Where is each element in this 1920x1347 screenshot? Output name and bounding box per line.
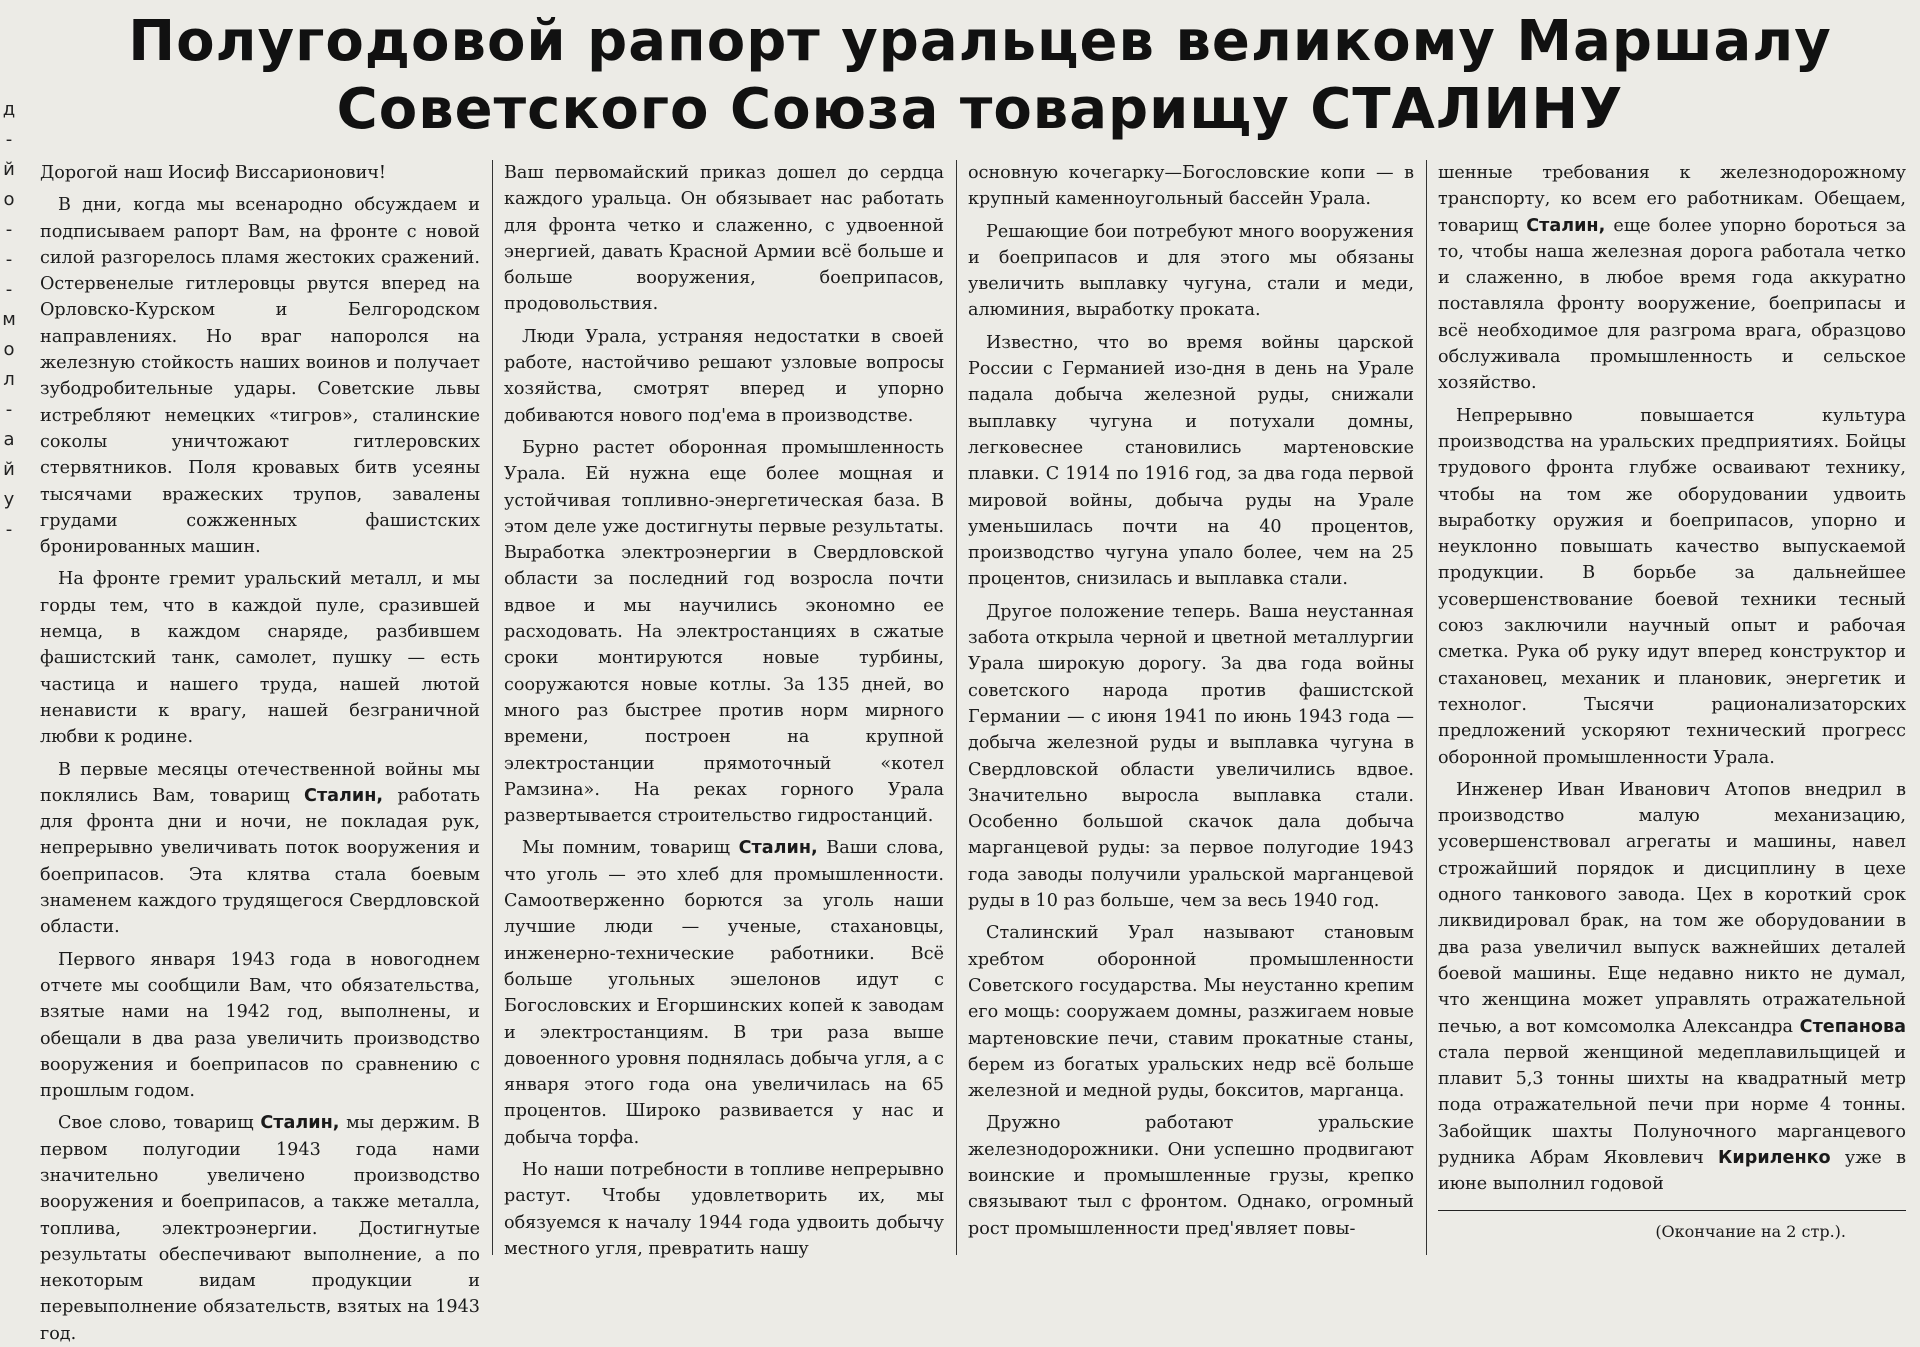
strip-char: - xyxy=(5,219,13,240)
article-paragraph: Дорогой наш Иосиф Виссарионович! xyxy=(40,163,387,183)
article-paragraph: Решающие бои потребуют много вооружения и боеприпасов и для этого мы обязаны увеличить выплавку чугуна, стали и меди, алюминия, выработку проката. xyxy=(968,221,1414,321)
article-paragraph: В дни, когда мы всенародно обсуждаем и подписываем рапорт Вам, на фронте с новой силой разгорелось пламя жестоких сражений. Остервенелые гитлеровцы рвутся вперед на Орловско-Курском и Белгородском направлениях. Но враг напоролся на железную стойкость наших воинов и получает зубодробительные удары. Советские львы истребляют немецких «тигров», сталинские соколы уничтожают гитлеровских стервятников. Поля кровавых битв усеяны тысячами вражеских трупов, завалены грудами сожженных фашистских бронированных машин. xyxy=(40,195,480,558)
article-paragraph: Дружно работают уральские железнодорожники. Они успешно продвигают воинские и промышленные грузы, крепко связывают тыл с фронтом. Однако, огромный рост промышленности пред'являет повы- xyxy=(968,1113,1414,1239)
article-paragraph: Сталинский Урал называют становым хребтом оборонной промышленности Советского государства. Мы неустанно крепим его мощь: сооружаем домны, разжигаем новые мартеновские печи, ставим прокатные станы, берем из богатых уральских недр всё больше железной и медной руды, бокситов, марганца. xyxy=(968,923,1414,1102)
column-rule xyxy=(1426,160,1427,1255)
strip-char: - xyxy=(5,399,13,420)
article-paragraph: На фронте гремит уральский металл, и мы горды тем, что в каждой пуле, сразившей немца, в каждом снаряде, разбившем фашистский танк, самолет, пушку — есть частица и нашего труда, нашей лютой ненависти к врагу, нашей безграничной любви к родине. xyxy=(40,569,480,748)
article-paragraph: Люди Урала, устраняя недостатки в своей работе, настойчиво решают узловые вопросы хозяйства, смотрят вперед и упорно добиваются нового под'ема в производстве. xyxy=(504,326,944,426)
article-paragraph: Но наши потребности в топливе непрерывно растут. Чтобы удовлетворить их, мы обязуемся к началу 1944 года удвоить добычу местного угля, превратить нашу xyxy=(504,1159,944,1259)
article-paragraph: Свое слово, товарищ Сталин, мы держим. В первом полугодии 1943 года нами значительно увеличено производство вооружения и боеприпасов, а также металла, топлива, электроэнергии. Достигнутые результаты обеспечивают выполнение, а по некоторым видам продукции и перевыполнение обязательств, взятых на 1943 год. xyxy=(40,1113,480,1344)
strip-char: й xyxy=(3,159,15,180)
strip-char: л xyxy=(3,369,15,390)
article-paragraph: Бурно растет оборонная промышленность Урала. Ей нужна еще более мощная и устойчивая топливно-энергетическая база. В этом деле уже достигнуты первые результаты. Выработка электроэнергии в Свердловской области за последний год возросла почти вдвое и мы научились экономно ее расходовать. На электростанциях в сжатые сроки монтируются новые турбины, сооружаются новые котлы. За 135 дней, во много раз быстрее против норм мирного времени, построен на крупной электростанции прямоточный «котел Рамзина». На реках горного Урала развертывается строительство гидростанций. xyxy=(504,437,944,827)
column-4 xyxy=(1438,160,1906,1270)
strip-char: о xyxy=(3,189,15,210)
article-paragraph: шенные требования к железнодорожному транспорту, ко всем его работникам. Обещаем, товарищ Сталин, еще более упорно бороться за то, чтобы наша железная дорога работала четко и слаженно, в любое время года аккуратно поставляла фронту вооружение, боеприпасы и всё необходимое для разгрома врага, образцово обслуживала промышленность и сельское хозяйство. xyxy=(1438,163,1906,394)
article-paragraph: Инженер Иван Иванович Атопов внедрил в производство малую механизацию, усовершенствовал агрегаты и машины, навел строжайший порядок и дисциплину в цехе одного танкового завода. Цех в короткий срок ликвидировал брак, на том же оборудовании в два раза увеличил выпуск важнейших деталей боевой машины. Еще недавно никто не думал, что женщина может управлять отражательной печью, а вот комсомолка Александра Степанова стала первой женщиной медеплавильщицей и плавит 5,3 тонны шихты на квадратный метр пода отражательной печи при норме 4 тонны. Забойщик шахты Полуночного марганцевого рудника Абрам Яковлевич Кириленко уже в июне выполнил годовой xyxy=(1438,779,1906,1195)
strip-char: а xyxy=(3,429,15,450)
column-rule xyxy=(956,160,957,1255)
headline-line-2: Советского Союза товарищу СТАЛИНУ xyxy=(336,77,1624,142)
strip-char: - xyxy=(5,519,13,540)
strip-char: й xyxy=(3,459,15,480)
column-2 xyxy=(504,160,944,1270)
strip-char: - xyxy=(5,249,13,270)
left-margin-strip xyxy=(0,95,18,1275)
strip-char: м xyxy=(2,309,16,330)
article-paragraph: Ваш первомайский приказ дошел до сердца каждого уральца. Он обязывает нас работать для фронта четко и слаженно, с удвоенной энергией, давать Красной Армии всё больше и больше вооружения, боеприпасов, продовольствия. xyxy=(504,163,944,315)
article-paragraph: Непрерывно повышается культура производства на уральских предприятиях. Бойцы трудового фронта глубже осваивают технику, чтобы на том же оборудовании удвоить выработку оружия и боеприпасов, упорно и неуклонно повышать качество выпускаемой продукции. В борьбе за дальнейшее усовершенствование боевой техники тесный союз заключили научный опыт и рабочая сметка. Рука об руку идут вперед конструктор и стахановец, механик и плановик, энергетик и технолог. Тысячи рационализаторских предложений ускоряют технический прогресс оборонной промышленности Урала. xyxy=(1438,405,1906,768)
strip-char: у xyxy=(3,489,15,510)
article-columns xyxy=(40,160,1915,1344)
headline xyxy=(40,8,1920,144)
continuation-note: (Окончание на 2 стр.). xyxy=(1655,1221,1846,1241)
article-paragraph: В первые месяцы отечественной войны мы поклялись Вам, товарищ Сталин, работать для фронта дни и ночи, не покладая рук, непрерывно увеличивать поток вооружения и боеприпасов. Эта клятва стала боевым знаменем каждого трудящегося Свердловской области. xyxy=(40,759,480,938)
column-3 xyxy=(968,160,1414,1270)
strip-char: о xyxy=(3,339,15,360)
strip-char: д xyxy=(2,99,16,120)
strip-char: - xyxy=(5,129,13,150)
article-paragraph: основную кочегарку—Богословские копи — в крупный каменноугольный бассейн Урала. xyxy=(968,163,1414,210)
column-rule xyxy=(492,160,493,1255)
article-paragraph: Первого января 1943 года в новогоднем отчете мы сообщили Вам, что обязательства, взятые нами на 1942 год, выполнены, и обещали в два раза увеличить производство вооружения и боеприпасов по сравнению с прошлым годом. xyxy=(40,949,480,1102)
headline-line-1: Полугодовой рапорт уральцев великому Маршалу xyxy=(128,9,1832,74)
strip-char: - xyxy=(5,279,13,300)
article-paragraph: Другое положение теперь. Ваша неустанная забота открыла черной и цветной металлургии Урала широкую дорогу. За два года войны советского народа против фашистской Германии — с июня 1941 по июнь 1943 года — добыча железной руды и выплавка чугуна в Свердловской области увеличились вдвое. Значительно выросла выплавка стали. Особенно большой скачок дала добыча марганцевой руды: за первое полугодие 1943 года заводы получили уральской марганцевой руды в 10 раз больше, чем за весь 1940 год. xyxy=(968,601,1414,912)
ending-rule xyxy=(1438,1210,1906,1211)
column-1 xyxy=(40,160,480,1344)
article-paragraph: Известно, что во время войны царской России с Германией изо-дня в день на Урале падала добыча железной руды, снижали выплавку чугуна и потухали домны, легковеснее становились мартеновские плавки. С 1914 по 1916 год, за два года первой мировой войны, добыча руды на Урале уменьшилась почти на 40 процентов, производство чугуна упало более, чем на 25 процентов, снизилась и выплавка стали. xyxy=(968,332,1414,590)
article-paragraph: Мы помним, товарищ Сталин, Ваши слова, что уголь — это хлеб для промышленности. Самоотверженно борются за уголь наши лучшие люди — ученые, стахановцы, инженерно-технические работники. Всё больше угольных эшелонов идут с Богословских и Егоршинских копей к заводам и электростанциям. В три раза выше довоенного уровня поднялась добыча угля, а с января этого года она увеличилась на 65 процентов. Широко развивается у нас и добыча торфа. xyxy=(504,838,944,1148)
